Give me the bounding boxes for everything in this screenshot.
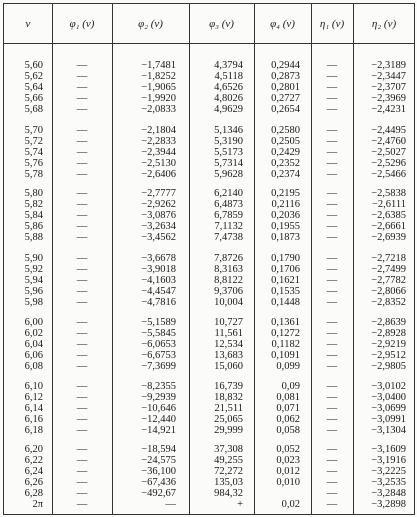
cell-phi1: — xyxy=(76,92,88,104)
cell-eta1: — xyxy=(326,157,338,169)
cell-phi2: −18,594 xyxy=(141,444,176,455)
cell-phi1: — xyxy=(76,444,88,455)
cell-phi2: −7,3699 xyxy=(141,360,176,372)
cell-phi1: — xyxy=(76,188,88,199)
cell-phi4: 0,099 xyxy=(276,360,300,372)
cell-nu: 6,20 xyxy=(24,444,43,455)
cell-eta1: — xyxy=(326,465,338,477)
cell-phi4: 0,1182 xyxy=(271,338,300,350)
cell-nu: 5,88 xyxy=(24,231,43,243)
cell-phi4: 0,1535 xyxy=(271,285,300,297)
cell-eta1: — xyxy=(326,263,338,275)
cell-phi1: — xyxy=(76,454,88,466)
cell-phi2: −14,921 xyxy=(141,424,176,436)
cell-eta2: −2,7782 xyxy=(371,274,406,286)
cell-nu: 5,70 xyxy=(24,125,43,136)
cell-eta1: — xyxy=(326,327,338,339)
cell-phi4: 0,2374 xyxy=(271,168,300,180)
cell-phi4: 0,058 xyxy=(276,424,300,436)
cell-phi3: 18,832 xyxy=(214,391,243,403)
cell-phi2: −1,9920 xyxy=(141,92,176,104)
cell-eta1: — xyxy=(326,285,338,297)
cell-phi3: + xyxy=(237,498,243,510)
cell-phi3: 15,060 xyxy=(214,360,243,372)
cell-eta1: — xyxy=(326,92,338,104)
cell-phi4: 0,023 xyxy=(276,454,300,466)
cell-eta1: — xyxy=(326,253,338,264)
cell-phi4: 0,071 xyxy=(276,402,300,414)
cell-phi4: 0,2036 xyxy=(271,209,300,221)
cell-eta2: −3,0991 xyxy=(371,413,406,425)
cell-eta1: — xyxy=(326,444,338,455)
cell-phi1: — xyxy=(76,253,88,264)
cell-eta1: — xyxy=(326,198,338,210)
cell-phi4: 0,1091 xyxy=(271,349,300,361)
cell-eta2: −2,6939 xyxy=(371,231,406,243)
cell-nu: 5,92 xyxy=(24,263,43,275)
cell-nu: 5,90 xyxy=(24,253,43,264)
cell-eta1: — xyxy=(326,220,338,232)
cell-phi4: 0,1621 xyxy=(271,274,300,286)
cell-nu: 6,24 xyxy=(24,465,43,477)
cell-eta1: — xyxy=(326,424,338,436)
cell-phi1: — xyxy=(76,465,88,477)
cell-phi1: — xyxy=(76,381,88,392)
cell-nu: 6,16 xyxy=(24,413,43,425)
cell-phi3: 4,9629 xyxy=(214,103,243,115)
cell-nu: 6,10 xyxy=(24,381,43,392)
cell-phi1: — xyxy=(76,360,88,372)
cell-eta2: −2,4231 xyxy=(371,103,406,115)
cell-phi3: 49,255 xyxy=(214,454,243,466)
cell-phi2: −3,9018 xyxy=(141,263,176,275)
cell-phi4: 0,012 xyxy=(276,465,300,477)
cell-phi2: −1,9065 xyxy=(141,81,176,93)
cell-phi4: 0,1361 xyxy=(271,317,300,328)
cell-phi3: 6,4873 xyxy=(214,198,243,210)
cell-phi4: 0,2801 xyxy=(271,81,300,93)
cell-phi3: 6,7859 xyxy=(214,209,243,221)
cell-phi2: −1,7481 xyxy=(141,60,176,71)
cell-eta2: −2,5466 xyxy=(371,168,406,180)
cell-phi4: 0,1955 xyxy=(271,220,300,232)
cell-phi2: −2,3944 xyxy=(141,146,176,158)
cell-phi2: −24,575 xyxy=(141,454,176,466)
cell-phi2: −2,9262 xyxy=(141,198,176,210)
cell-eta2: −2,7499 xyxy=(371,263,406,275)
cell-phi4: 0,1790 xyxy=(271,253,300,264)
cell-phi2: −3,2634 xyxy=(141,220,176,232)
header-eta2: η₂ (ν) xyxy=(371,18,397,30)
cell-eta2: −3,1304 xyxy=(371,424,406,436)
cell-eta1: — xyxy=(326,70,338,82)
header-phi2: φ₂ (ν) xyxy=(138,18,163,30)
cell-phi1: — xyxy=(76,476,88,488)
cell-eta1: — xyxy=(326,349,338,361)
cell-phi1: — xyxy=(76,413,88,425)
cell-phi1: — xyxy=(76,125,88,136)
cell-eta1: — xyxy=(326,209,338,221)
cell-nu: 5,60 xyxy=(24,60,43,71)
cell-phi3: 5,7314 xyxy=(214,157,243,169)
cell-phi4: 0,062 xyxy=(276,413,300,425)
cell-phi2: −4,4547 xyxy=(141,285,176,297)
cell-eta2: −2,3707 xyxy=(371,81,406,93)
cell-nu: 5,86 xyxy=(24,220,43,232)
cell-phi2: −2,7777 xyxy=(141,188,176,199)
cell-eta2: −2,5296 xyxy=(371,157,406,169)
cell-nu: 5,66 xyxy=(24,92,43,104)
header-nu: ν xyxy=(25,18,31,30)
cell-nu: 5,94 xyxy=(24,274,43,286)
cell-phi3: 12,534 xyxy=(214,338,243,350)
cell-nu: 6,04 xyxy=(24,338,43,350)
cell-phi1: — xyxy=(76,487,88,499)
cell-eta1: — xyxy=(326,231,338,243)
cell-phi4: 0,1706 xyxy=(271,263,300,275)
cell-phi4: 0,081 xyxy=(276,391,300,403)
cell-phi2: −12,440 xyxy=(141,413,176,425)
cell-eta2: −3,2898 xyxy=(371,498,406,510)
cell-eta1: — xyxy=(326,60,338,71)
cell-phi2: −9,2939 xyxy=(141,391,176,403)
cell-phi3: 21,511 xyxy=(214,402,243,414)
cell-phi1: — xyxy=(76,391,88,403)
cell-phi4: 0,2195 xyxy=(271,188,300,199)
cell-eta2: −2,4495 xyxy=(371,125,406,136)
cell-phi3: 5,5173 xyxy=(214,146,243,158)
cell-phi3: 5,3190 xyxy=(214,135,243,147)
header-eta1: η₁ (ν) xyxy=(319,18,345,30)
cell-eta2: −2,7218 xyxy=(371,253,406,264)
cell-phi1: — xyxy=(76,220,88,232)
cell-phi4: 0,1448 xyxy=(271,296,300,308)
cell-phi1: — xyxy=(76,424,88,436)
cell-eta1: — xyxy=(326,274,338,286)
cell-eta2: −2,5027 xyxy=(371,146,406,158)
cell-phi2: −2,1804 xyxy=(141,125,176,136)
cell-phi2: −10,646 xyxy=(141,402,176,414)
cell-eta2: −2,8639 xyxy=(371,317,406,328)
cell-phi1: — xyxy=(76,157,88,169)
cell-phi3: 7,1132 xyxy=(214,220,243,232)
cell-phi3: 6,2140 xyxy=(214,188,243,199)
cell-phi1: — xyxy=(76,103,88,115)
cell-eta2: −3,2225 xyxy=(371,465,406,477)
cell-phi1: — xyxy=(76,70,88,82)
cell-phi1: — xyxy=(76,209,88,221)
cell-phi1: — xyxy=(76,135,88,147)
cell-nu: 5,78 xyxy=(24,168,43,180)
cell-nu: 6,06 xyxy=(24,349,43,361)
cell-eta2: −2,6661 xyxy=(371,220,406,232)
cell-eta2: −2,4760 xyxy=(371,135,406,147)
function-table xyxy=(3,3,415,515)
cell-phi2: −6,0653 xyxy=(141,338,176,350)
cell-nu: 5,98 xyxy=(24,296,43,308)
cell-phi4: 0,2116 xyxy=(271,198,300,210)
cell-phi1: — xyxy=(76,263,88,275)
cell-eta2: −2,9805 xyxy=(371,360,406,372)
cell-phi2: −2,0833 xyxy=(141,103,176,115)
cell-phi2: −6,6753 xyxy=(141,349,176,361)
cell-phi2: −5,1589 xyxy=(141,317,176,328)
cell-nu: 6,02 xyxy=(24,327,43,339)
cell-phi4: 0,2727 xyxy=(271,92,300,104)
cell-phi3: 29,999 xyxy=(214,424,243,436)
cell-phi4: 0,2505 xyxy=(271,135,300,147)
header-phi3: φ₃ (ν) xyxy=(209,18,234,30)
cell-phi2: −2,6406 xyxy=(141,168,176,180)
cell-phi4: 0,1272 xyxy=(271,327,300,339)
cell-phi4: 0,02 xyxy=(281,498,300,510)
cell-phi3: 5,9628 xyxy=(214,168,243,180)
cell-phi2: −3,4562 xyxy=(141,231,176,243)
cell-phi2: −4,1603 xyxy=(141,274,176,286)
cell-eta1: — xyxy=(326,413,338,425)
cell-phi2: −4,7816 xyxy=(141,296,176,308)
cell-eta2: −2,3447 xyxy=(371,70,406,82)
cell-nu: 6,28 xyxy=(24,487,43,499)
cell-phi1: — xyxy=(76,402,88,414)
cell-eta1: — xyxy=(326,338,338,350)
cell-phi4: 0,09 xyxy=(281,381,300,392)
cell-eta2: −2,3969 xyxy=(371,92,406,104)
cell-phi3: 7,4738 xyxy=(214,231,243,243)
cell-nu: 5,74 xyxy=(24,146,43,158)
cell-nu: 5,76 xyxy=(24,157,43,169)
cell-nu: 5,72 xyxy=(24,135,43,147)
cell-eta1: — xyxy=(326,317,338,328)
cell-phi3: 10,004 xyxy=(214,296,243,308)
cell-eta1: — xyxy=(326,402,338,414)
cell-nu: 2π xyxy=(32,498,43,510)
cell-eta2: −2,8352 xyxy=(371,296,406,308)
cell-eta1: — xyxy=(326,168,338,180)
cell-phi3: 4,3794 xyxy=(214,60,243,71)
cell-eta2: −2,9512 xyxy=(371,349,406,361)
cell-nu: 5,96 xyxy=(24,285,43,297)
cell-phi3: 37,308 xyxy=(214,444,243,455)
cell-phi2: −67,436 xyxy=(141,476,176,488)
cell-phi1: — xyxy=(76,146,88,158)
header-rule xyxy=(4,43,414,44)
cell-eta1: — xyxy=(326,391,338,403)
cell-eta2: −3,0102 xyxy=(371,381,406,392)
cell-phi4: 0,2944 xyxy=(271,60,300,71)
cell-eta2: −3,0699 xyxy=(371,402,406,414)
cell-eta1: — xyxy=(326,498,338,510)
cell-eta1: — xyxy=(326,454,338,466)
cell-phi4: 0,2654 xyxy=(271,103,300,115)
cell-phi4: 0,2580 xyxy=(271,125,300,136)
cell-eta1: — xyxy=(326,487,338,499)
cell-phi3: 4,5118 xyxy=(214,70,243,82)
cell-phi3: 13,683 xyxy=(214,349,243,361)
cell-phi3: 984,32 xyxy=(214,487,243,499)
cell-eta2: −3,2848 xyxy=(371,487,406,499)
cell-phi1: — xyxy=(76,60,88,71)
cell-phi4: 0,1873 xyxy=(271,231,300,243)
cell-nu: 6,14 xyxy=(24,402,43,414)
cell-nu: 5,80 xyxy=(24,188,43,199)
cell-phi2: −3,6678 xyxy=(141,253,176,264)
cell-phi3: 10,727 xyxy=(214,317,243,328)
cell-phi2: −36,100 xyxy=(141,465,176,477)
cell-phi1: — xyxy=(76,198,88,210)
cell-phi4: 0,2873 xyxy=(271,70,300,82)
cell-phi1: — xyxy=(76,317,88,328)
cell-eta2: −3,1916 xyxy=(371,454,406,466)
cell-phi3: 8,8122 xyxy=(214,274,243,286)
cell-eta1: — xyxy=(326,81,338,93)
cell-nu: 6,18 xyxy=(24,424,43,436)
cell-nu: 5,82 xyxy=(24,198,43,210)
cell-phi2: −3,0876 xyxy=(141,209,176,221)
cell-eta2: −2,8066 xyxy=(371,285,406,297)
cell-nu: 6,22 xyxy=(24,454,43,466)
cell-eta1: — xyxy=(326,135,338,147)
header-phi1: φ₁ (ν) xyxy=(69,18,95,30)
cell-phi2: −2,5130 xyxy=(141,157,176,169)
header-phi4: φ₄ (ν) xyxy=(270,18,295,30)
cell-phi1: — xyxy=(76,327,88,339)
cell-eta1: — xyxy=(326,476,338,488)
cell-phi2: −2,2833 xyxy=(141,135,176,147)
cell-nu: 5,62 xyxy=(24,70,43,82)
cell-eta2: −2,9219 xyxy=(371,338,406,350)
cell-nu: 5,84 xyxy=(24,209,43,221)
cell-eta1: — xyxy=(326,125,338,136)
cell-nu: 5,64 xyxy=(24,81,43,93)
cell-phi3: 16,739 xyxy=(214,381,243,392)
cell-nu: 5,68 xyxy=(24,103,43,115)
cell-phi1: — xyxy=(76,81,88,93)
cell-eta1: — xyxy=(326,146,338,158)
cell-phi1: — xyxy=(76,338,88,350)
cell-phi1: — xyxy=(76,168,88,180)
cell-phi3: 7,8726 xyxy=(214,253,243,264)
cell-phi1: — xyxy=(76,285,88,297)
cell-nu: 6,12 xyxy=(24,391,43,403)
cell-nu: 6,08 xyxy=(24,360,43,372)
cell-phi3: 4,8026 xyxy=(214,92,243,104)
cell-phi3: 4,6526 xyxy=(214,81,243,93)
cell-phi2: −492,67 xyxy=(141,487,176,499)
cell-phi3: 135,03 xyxy=(214,476,243,488)
cell-phi1: — xyxy=(76,349,88,361)
cell-phi1: — xyxy=(76,296,88,308)
cell-eta1: — xyxy=(326,360,338,372)
cell-phi1: — xyxy=(76,498,88,510)
cell-phi3: 5,1346 xyxy=(214,125,243,136)
cell-phi4: 0,2352 xyxy=(271,157,300,169)
cell-eta2: −2,6111 xyxy=(371,198,406,210)
cell-phi3: 9,3706 xyxy=(214,285,243,297)
cell-phi2: −5,5845 xyxy=(141,327,176,339)
cell-nu: 6,00 xyxy=(24,317,43,328)
cell-eta2: −2,8928 xyxy=(371,327,406,339)
cell-eta1: — xyxy=(326,103,338,115)
cell-phi3: 8,3163 xyxy=(214,263,243,275)
cell-eta2: −2,6385 xyxy=(371,209,406,221)
cell-phi1: — xyxy=(76,274,88,286)
cell-phi2: — xyxy=(165,498,176,510)
cell-eta1: — xyxy=(326,381,338,392)
cell-phi2: −1,8252 xyxy=(141,70,176,82)
cell-eta2: −3,2535 xyxy=(371,476,406,488)
cell-eta2: −3,1609 xyxy=(371,444,406,455)
cell-phi3: 25,065 xyxy=(214,413,243,425)
cell-eta1: — xyxy=(326,188,338,199)
cell-eta2: −2,3189 xyxy=(371,60,406,71)
cell-phi3: 72,272 xyxy=(214,465,243,477)
cell-phi2: −8,2355 xyxy=(141,381,176,392)
cell-phi1: — xyxy=(76,231,88,243)
cell-phi3: 11,561 xyxy=(214,327,243,339)
cell-phi4: 0,2429 xyxy=(271,146,300,158)
cell-eta2: −2,5838 xyxy=(371,188,406,199)
cell-phi4: 0,052 xyxy=(276,444,300,455)
cell-eta2: −3,0400 xyxy=(371,391,406,403)
cell-nu: 6,26 xyxy=(24,476,43,488)
cell-phi4: 0,010 xyxy=(276,476,300,488)
cell-eta1: — xyxy=(326,296,338,308)
